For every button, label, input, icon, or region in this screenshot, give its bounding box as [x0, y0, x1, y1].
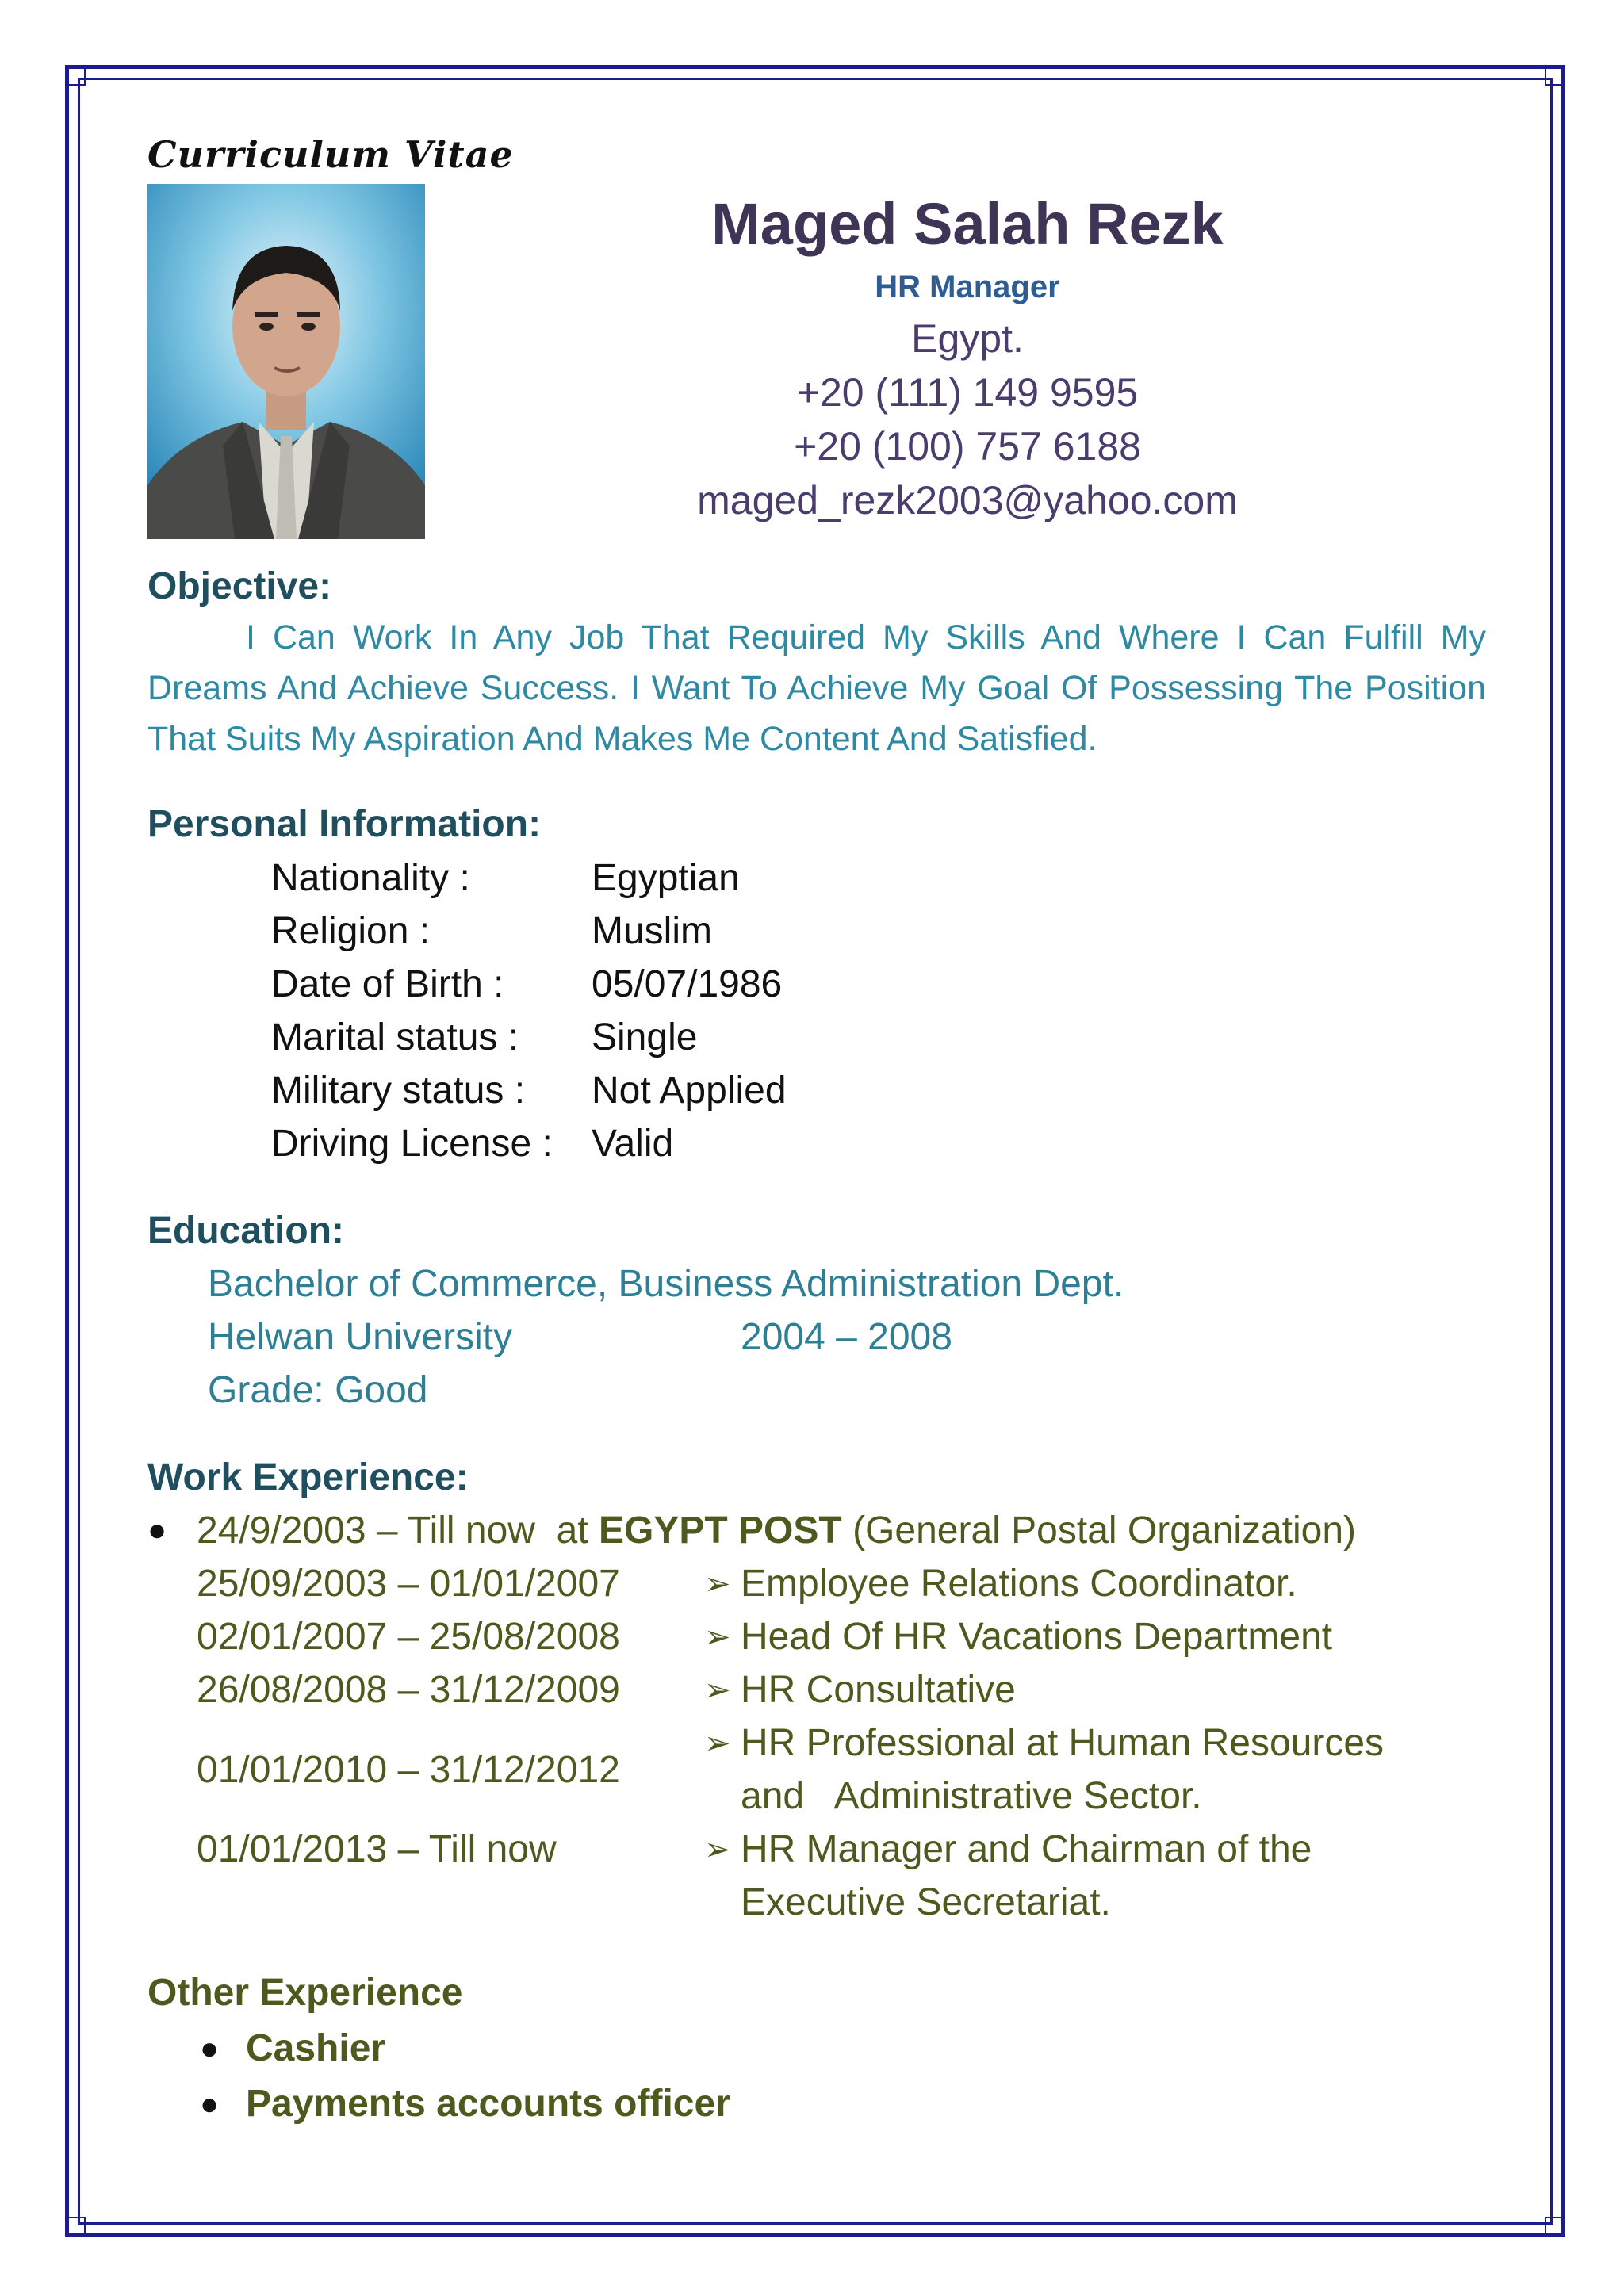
personal-info-value: Egyptian [592, 857, 740, 899]
phone-number: +20 (111) 149 9595 [796, 370, 1139, 415]
work-position: HR Consultative [741, 1669, 1016, 1711]
work-position: Employee Relations Coordinator. [741, 1563, 1297, 1605]
personal-info-value: 05/07/1986 [592, 963, 783, 1005]
work-position: HR Manager and Chairman of the [741, 1828, 1312, 1870]
university: Helwan University [208, 1316, 513, 1358]
personal-info-value: Muslim [592, 910, 712, 952]
education-heading: Education: [147, 1210, 344, 1252]
bullet-icon: ● [200, 2031, 220, 2066]
frame-corner-ornament [65, 2217, 86, 2237]
work-summary-prefix: 24/9/2003 – Till now at [197, 1510, 599, 1552]
work-summary [197, 1509, 1356, 1552]
degree: Bachelor of Commerce, Business Administration Dept. [208, 1263, 1124, 1305]
arrow-bullet-icon: ➢ [704, 1620, 731, 1655]
frame-corner-ornament [65, 65, 86, 86]
country: Egypt. [911, 316, 1024, 361]
work-position-continued: Executive Secretariat. [741, 1881, 1111, 1923]
bullet-icon: ● [147, 1513, 167, 1548]
cv-title: Curriculum Vitae [147, 133, 514, 176]
personal-info-heading: Personal Information: [147, 803, 542, 845]
work-experience-heading: Work Experience: [147, 1456, 469, 1498]
objective-text: I Can Work In Any Job That Required My Skills And Where I Can Fulfill My Dreams And Achieve Success. I Want To Achieve My Goal Of Possessing The Position That Suits My Aspiration And Makes Me Content And Satisfied. [147, 618, 1486, 758]
work-dates: 01/01/2013 – Till now [197, 1828, 557, 1870]
frame-corner-ornament [1545, 2217, 1565, 2237]
personal-info-label: Driving License : [271, 1123, 553, 1165]
grade: Grade: Good [208, 1369, 428, 1411]
arrow-bullet-icon: ➢ [704, 1832, 731, 1867]
work-summary-suffix: (General Postal Organization) [841, 1510, 1357, 1552]
personal-info-label: Marital status : [271, 1016, 519, 1058]
arrow-bullet-icon: ➢ [704, 1726, 731, 1761]
work-dates: 02/01/2007 – 25/08/2008 [197, 1616, 620, 1658]
bullet-icon: ● [200, 2087, 220, 2122]
job-title: HR Manager [875, 270, 1060, 304]
other-experience-item: Cashier [246, 2027, 386, 2069]
personal-info-label: Religion : [271, 910, 431, 952]
candidate-name: Maged Salah Rezk [711, 191, 1224, 257]
frame-corner-ornament [1545, 65, 1565, 86]
personal-info-value: Single [592, 1016, 698, 1058]
work-position-continued: and Administrative Sector. [741, 1775, 1202, 1817]
personal-info-label: Date of Birth : [271, 963, 504, 1005]
work-position: HR Professional at Human Resources [741, 1722, 1385, 1764]
email-address: maged_rezk2003@yahoo.com [697, 478, 1238, 522]
personal-info-label: Nationality : [271, 857, 470, 899]
personal-info-value: Valid [592, 1123, 674, 1165]
education-years: 2004 – 2008 [741, 1316, 952, 1358]
phone-number: +20 (100) 757 6188 [794, 424, 1141, 469]
work-dates: 26/08/2008 – 31/12/2009 [197, 1669, 620, 1711]
arrow-bullet-icon: ➢ [704, 1673, 731, 1708]
personal-info-label: Military status : [271, 1070, 526, 1112]
other-experience-heading: Other Experience [147, 1972, 463, 2014]
arrow-bullet-icon: ➢ [704, 1567, 731, 1601]
employer-name: EGYPT POST [599, 1510, 842, 1552]
work-position: Head Of HR Vacations Department [741, 1616, 1333, 1658]
objective-heading: Objective: [147, 565, 332, 607]
personal-info-value: Not Applied [592, 1070, 787, 1112]
work-dates: 25/09/2003 – 01/01/2007 [197, 1563, 620, 1605]
other-experience-item: Payments accounts officer [246, 2083, 730, 2125]
work-dates: 01/01/2010 – 31/12/2012 [197, 1749, 620, 1791]
